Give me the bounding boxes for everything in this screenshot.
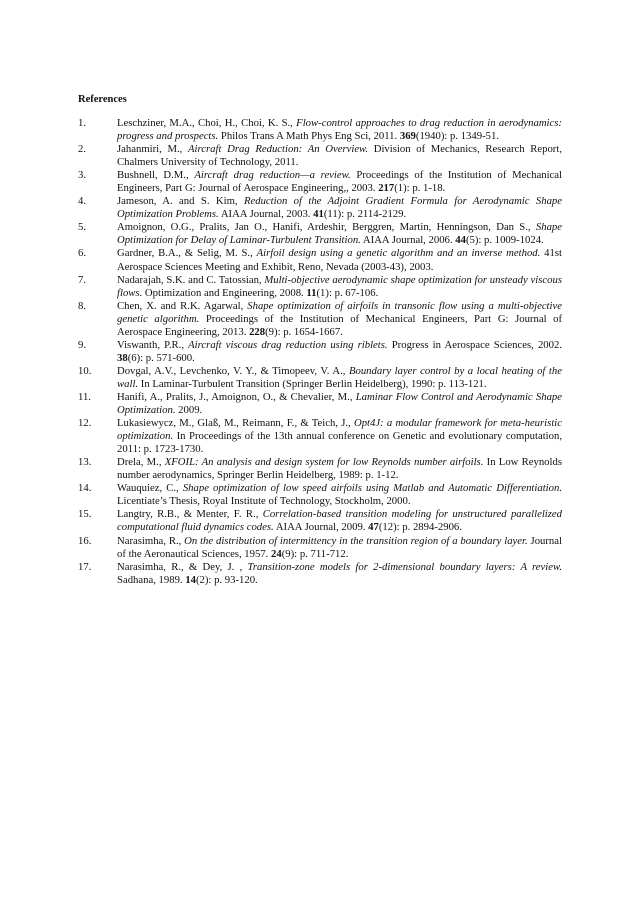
- reference-segment: (1): p. 1-18.: [394, 182, 446, 195]
- reference-volume: 217: [378, 182, 395, 195]
- reference-segment: Hanifi, A., Pralits, J., Amoignon, O., & Chevalier, M.,: [117, 390, 356, 403]
- reference-title: Aircraft Drag Reduction: An Overview.: [188, 143, 369, 156]
- reference-entry: [78, 417, 562, 456]
- reference-segment: (1940): p. 1349-51.: [415, 130, 500, 143]
- reference-number: 14.: [78, 482, 92, 495]
- reference-text: [117, 417, 562, 455]
- reference-number: 8.: [78, 299, 87, 312]
- reference-segment: (9): p. 1654-1667.: [265, 325, 343, 338]
- reference-segment: (11): p. 2114-2129.: [323, 208, 407, 221]
- reference-text: [117, 508, 562, 533]
- reference-segment: 41st Aerospace Sciences Meeting and Exhibit, Reno, Nevada (2003-43), 2003.: [117, 247, 562, 273]
- reference-number: 2.: [78, 143, 87, 156]
- reference-entry: [78, 561, 562, 587]
- reference-title: Aircraft drag reduction—a review.: [194, 169, 351, 182]
- reference-title: Reduction of the Adjoint Gradient Formula for Aerodynamic Shape Optimization Problems.: [117, 195, 563, 221]
- reference-entry: [78, 143, 562, 169]
- reference-segment: Nadarajah, S.K. and C. Tatossian,: [117, 273, 265, 286]
- reference-text: [117, 339, 562, 364]
- reference-segment: Drela, M.,: [117, 456, 165, 469]
- reference-number: 7.: [78, 273, 87, 286]
- reference-segment: (12): p. 2894-2906.: [378, 521, 462, 534]
- reference-segment: Licentiate’s Thesis, Royal Institute of Technology, Stockholm, 2000.: [117, 495, 411, 508]
- reference-volume: 228: [249, 325, 266, 338]
- reference-entry: [78, 508, 562, 534]
- reference-title: Transition-zone models for 2-dimensional boundary layers: A review.: [247, 560, 562, 573]
- reference-volume: 14: [185, 573, 196, 586]
- reference-text: [117, 117, 562, 142]
- reference-volume: 369: [399, 130, 416, 143]
- reference-text: [117, 195, 562, 220]
- reference-segment: Proceedings of the Institution of Mechanical Engineers, Part G: Journal of Aerospace Engineering,, 2003.: [117, 169, 563, 195]
- reference-number: 1.: [78, 117, 87, 129]
- reference-number: 9.: [78, 338, 87, 351]
- reference-segment: AIAA Journal, 2009.: [273, 521, 369, 534]
- reference-title: Multi-objective aerodynamic shape optimization for unsteady viscous flows.: [117, 273, 562, 299]
- reference-text: [117, 274, 562, 299]
- reference-segment: Proceedings of the Institution of Mechanical Engineers, Part G: Journal of Aerospace Engineering, 2013.: [117, 312, 562, 338]
- reference-segment: Optimization and Engineering, 2008.: [142, 286, 307, 299]
- reference-segment: Jameson, A. and S. Kim,: [117, 195, 244, 208]
- reference-segment: (1): p. 67-106.: [316, 286, 379, 299]
- reference-title: Shape Optimization for Delay of Laminar-Turbulent Transition.: [117, 221, 562, 247]
- reference-segment: Progress in Aerospace Sciences, 2002.: [387, 338, 562, 351]
- reference-segment: AIAA Journal, 2006.: [360, 234, 456, 247]
- reference-number: 15.: [78, 508, 92, 521]
- reference-entry: [78, 339, 562, 365]
- reference-segment: Jahanmiri, M.,: [117, 143, 188, 156]
- reference-segment: (6): p. 571-600.: [127, 351, 195, 364]
- reference-text: [117, 456, 562, 481]
- reference-text: [117, 247, 562, 272]
- reference-segment: AIAA Journal, 2003.: [218, 208, 314, 221]
- reference-segment: Division of Mechanics, Research Report, Chalmers University of Technology, 2011.: [117, 143, 563, 169]
- reference-title: Laminar Flow Control and Aerodynamic Shape Optimization.: [117, 390, 562, 417]
- reference-segment: (5): p. 1009-1024.: [465, 234, 544, 247]
- reference-title: Correlation-based transition modeling for unstructured parallelized computational fluid dynamics codes.: [117, 508, 563, 534]
- reference-segment: Langtry, R.B., & Menter, F. R.,: [117, 508, 263, 521]
- reference-title: XFOIL: An analysis and design system for low Reynolds number airfoils.: [164, 456, 484, 469]
- reference-number: 6.: [78, 247, 87, 260]
- reference-text: [117, 365, 562, 390]
- reference-segment: In Low Reynolds number aerodynamics, Springer Berlin Heidelberg, 1989: p. 1-12.: [117, 456, 562, 482]
- reference-segment: Dovgal, A.V., Levchenko, V. Y., & Timopeev, V. A.,: [117, 364, 349, 377]
- reference-segment: Narasimha, R., & Dey, J. ,: [117, 560, 248, 573]
- reference-title: Shape optimization of low speed airfoils using Matlab and Automatic Differentiation.: [182, 482, 563, 495]
- reference-entry: [78, 365, 562, 391]
- reference-entry: [78, 274, 562, 300]
- reference-volume: 24: [271, 547, 282, 560]
- reference-segment: Wauquiez, C.,: [117, 482, 183, 495]
- reference-entry: [78, 117, 562, 143]
- reference-title: On the distribution of intermittency in the transition region of a boundary layer.: [184, 534, 528, 547]
- reference-title: Shape optimization of airfoils in transonic flow using a multi-objective genetic algorithm.: [117, 299, 562, 325]
- reference-volume: 47: [368, 521, 379, 534]
- reference-text: [117, 391, 562, 416]
- reference-title: Aircraft viscous drag reduction using riblets.: [188, 338, 388, 351]
- reference-segment: Chen, X. and R.K. Agarwal,: [117, 299, 248, 312]
- reference-volume: 38: [117, 351, 128, 364]
- reference-segment: Amoignon, O.G., Pralits, Jan O., Hanifi, Ardeshir, Berggren, Martin, Henningson, Dan S.,: [117, 221, 536, 234]
- reference-volume: 11: [306, 286, 317, 299]
- reference-text: [117, 169, 562, 194]
- reference-number: 16.: [78, 534, 92, 547]
- reference-list: [78, 117, 562, 587]
- reference-segment: In Proceedings of the 13th annual conference on Genetic and evolutionary computation, 2011: p. 1723-1730.: [117, 430, 562, 456]
- reference-number: 17.: [78, 560, 92, 573]
- reference-text: [117, 143, 562, 168]
- reference-number: 4.: [78, 195, 87, 208]
- reference-text: [117, 482, 562, 507]
- reference-segment: Viswanth, P.R.,: [117, 338, 189, 351]
- reference-entry: [78, 391, 562, 417]
- reference-entry: [78, 456, 562, 482]
- reference-text: [117, 561, 562, 586]
- reference-number: 11.: [78, 390, 91, 403]
- reference-segment: Gardner, B.A., & Selig, M. S.,: [117, 247, 257, 260]
- reference-title: Opt4J: a modular framework for meta-heuristic optimization.: [117, 417, 562, 443]
- reference-entry: [78, 169, 562, 195]
- reference-entry: [78, 195, 562, 221]
- reference-volume: 44: [455, 234, 466, 247]
- reference-entry: [78, 482, 562, 508]
- reference-segment: Philos Trans A Math Phys Eng Sci, 2011.: [218, 130, 400, 143]
- reference-title: Airfoil design using a genetic algorithm and an inverse method.: [256, 247, 541, 260]
- reference-entry: [78, 300, 562, 339]
- reference-number: 12.: [78, 417, 92, 430]
- reference-number: 10.: [78, 364, 92, 377]
- reference-segment: 2009.: [175, 404, 203, 417]
- reference-number: 13.: [78, 456, 92, 469]
- reference-title: Flow-control approaches to drag reduction in aerodynamics: progress and prospects.: [117, 117, 562, 143]
- reference-segment: Sadhana, 1989.: [117, 573, 186, 586]
- reference-segment: Leschziner, M.A., Choi, H., Choi, K. S.,: [117, 117, 297, 129]
- reference-segment: (2): p. 93-120.: [195, 573, 258, 586]
- reference-segment: Narasimha, R.,: [117, 534, 185, 547]
- reference-entry: [78, 247, 562, 273]
- reference-text: [117, 535, 562, 560]
- references-heading: References: [78, 94, 127, 105]
- reference-entry: [78, 221, 562, 247]
- reference-text: [117, 300, 562, 338]
- reference-segment: (9): p. 711-712.: [281, 547, 349, 560]
- reference-volume: 41: [313, 208, 324, 221]
- reference-title: Boundary layer control by a local heating of the wall.: [117, 364, 562, 390]
- reference-number: 3.: [78, 169, 87, 182]
- reference-segment: Lukasiewycz, M., Glaß, M., Reimann, F., & Teich, J.,: [117, 417, 354, 430]
- reference-segment: In Laminar-Turbulent Transition (Springer Berlin Heidelberg), 1990: p. 113-121.: [138, 377, 487, 390]
- reference-text: [117, 221, 562, 246]
- reference-segment: Journal of the Aeronautical Sciences, 1957.: [117, 534, 562, 560]
- reference-number: 5.: [78, 221, 87, 234]
- reference-segment: Bushnell, D.M.,: [117, 169, 195, 182]
- reference-entry: [78, 535, 562, 561]
